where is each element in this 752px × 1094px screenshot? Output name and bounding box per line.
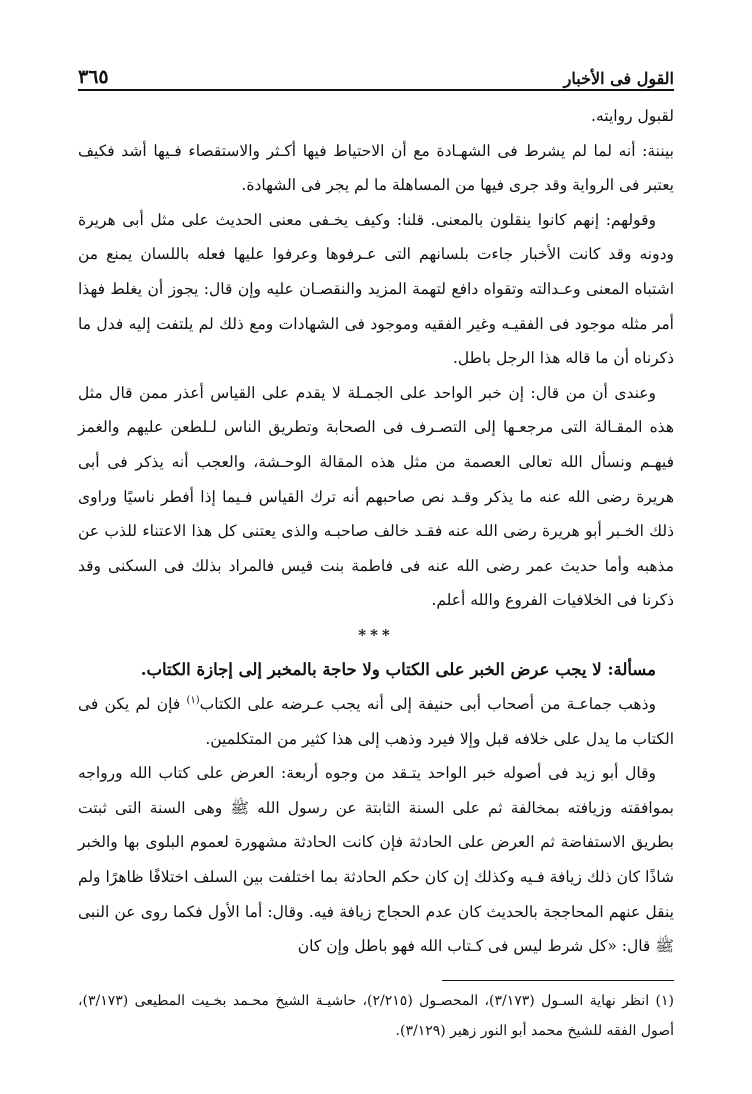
- section-heading: مسألة: لا يجب عرض الخبر على الكتاب ولا حاجة بالمخبر إلى إجازة الكتاب.: [140, 659, 656, 679]
- paragraph: [78, 687, 674, 756]
- page-number: ٣٦٥: [78, 66, 109, 88]
- paragraph: وعندى أن من قال: إن خبر الواحد على الجمـلة لا يقدم على القياس أعذر ممن قال مثل هذه المقـالة التى مرجعـها إلى التصـرف فى الصحابة وتطريق الناس لـلطعن عليهم والغمز فيهـم ونسأل الله تعالى العصمة من مثل هذه المقالة الوحـشة، والعجب أنه يذكر فى أبى هريرة رضى الله عنه ما يذكر وقـد نص صاحبهم أنه ترك القياس فـيما إذا أفطر ناسيًا وراوى ذلك الخـبر أبو هريرة رضى الله عنه فقـد خالف صاحبـه والذى يعتنى كل هذا الاعتناء للذب عن مذهبه وأما حديث عمر رضى الله عنه فى فاطمة بنت قيس فالمراد بذلك فى السكنى وقد ذكرنا فى الخلافيات الفروع والله أعلم.: [78, 383, 674, 610]
- paragraph: وقال أبو زيد فى أصوله خبر الواحد يتـقد من وجوه أربعة: العرض على كتاب الله ورواجه بموافقته وزيافته بمخالفة ثم على السنة الثابتة عن رسول الله ﷺ وهى السنة التى ثبتت بطريق الاستفاضة ثم العرض على الحادثة فإن كانت الحادثة مشهورة لعموم البلوى بها والخبر شاذًا كان ذلك زيافة فـيه وكذلك إن كان حكم الحادثة بما اختلفت بين السلف اختلافًا ظاهرًا ولم ينقل عنهم المحاججة بالحديث كان عدم الحجاج زيافة فيه. وقال: أما الأول فكما روى عن النبى ﷺ قال: «كل شرط ليس فى كـتاب الله فهو باطل وإن كان: [78, 764, 674, 956]
- section-separator: ***: [358, 625, 394, 644]
- paragraph: وقولهم: إنهم كانوا ينقلون بالمعنى. قلنا: وكيف يخـفى معنى الحديث على مثل أبى هريرة ودونه وقد كانت الأخبار جاءت بلسانهم التى عـرفوها وعرفوا عليها فعله باللسان يمنع من اشتباه المعنى وعـدالته وتقواه دافع لتهمة المزيد والنقصـان عليه وإن قال: يجوز أن يغلط فهذا أمر مثله موجود فى الفقيـه وغير الفقيه وموجود فى الشهادات ومع ذلك لم يلتفت إليه فدل ما ذكرناه أن ما قاله هذا الرجل باطل.: [78, 210, 674, 368]
- page-header: [78, 60, 674, 88]
- running-head: القول فى الأخبار: [563, 69, 674, 88]
- header-rule: [78, 89, 674, 91]
- body-text: [78, 99, 674, 964]
- paragraph: لقبول روايته.: [591, 107, 674, 125]
- footnote-rule: [442, 980, 674, 981]
- footnote: (١) انظر نهاية السـول (٣/١٧٣)، المحصـول (٢/٢١٥)، حاشيـة الشيخ محـمد بخـيت المطيعى (٣/١٧٣)، أصول الفقه للشيخ محمد أبو النور زهير (٣/١٢٩).: [78, 993, 675, 1039]
- footnote-marker: (١): [186, 694, 200, 706]
- paragraph-text: وذهب جماعـة من أصحاب أبى حنيفة إلى أنه يجب عـرضه على الكتاب: [199, 695, 656, 714]
- paragraph: بيننة: أنه لما لم يشرط فى الشهـادة مع أن الاحتياط فيها أكـثر والاستقصاء فـيها أشد فكيف يعتبر فى الرواية وقد جرى فيها من المساهلة ما لم يجر فى الشهادة.: [78, 141, 674, 195]
- paragraph-text: فإن لم يكن فى الكتاب ما يدل على خلافه قبل وإلا فيرد وذهب إلى هذا كثير من المتكلمين.: [78, 695, 674, 748]
